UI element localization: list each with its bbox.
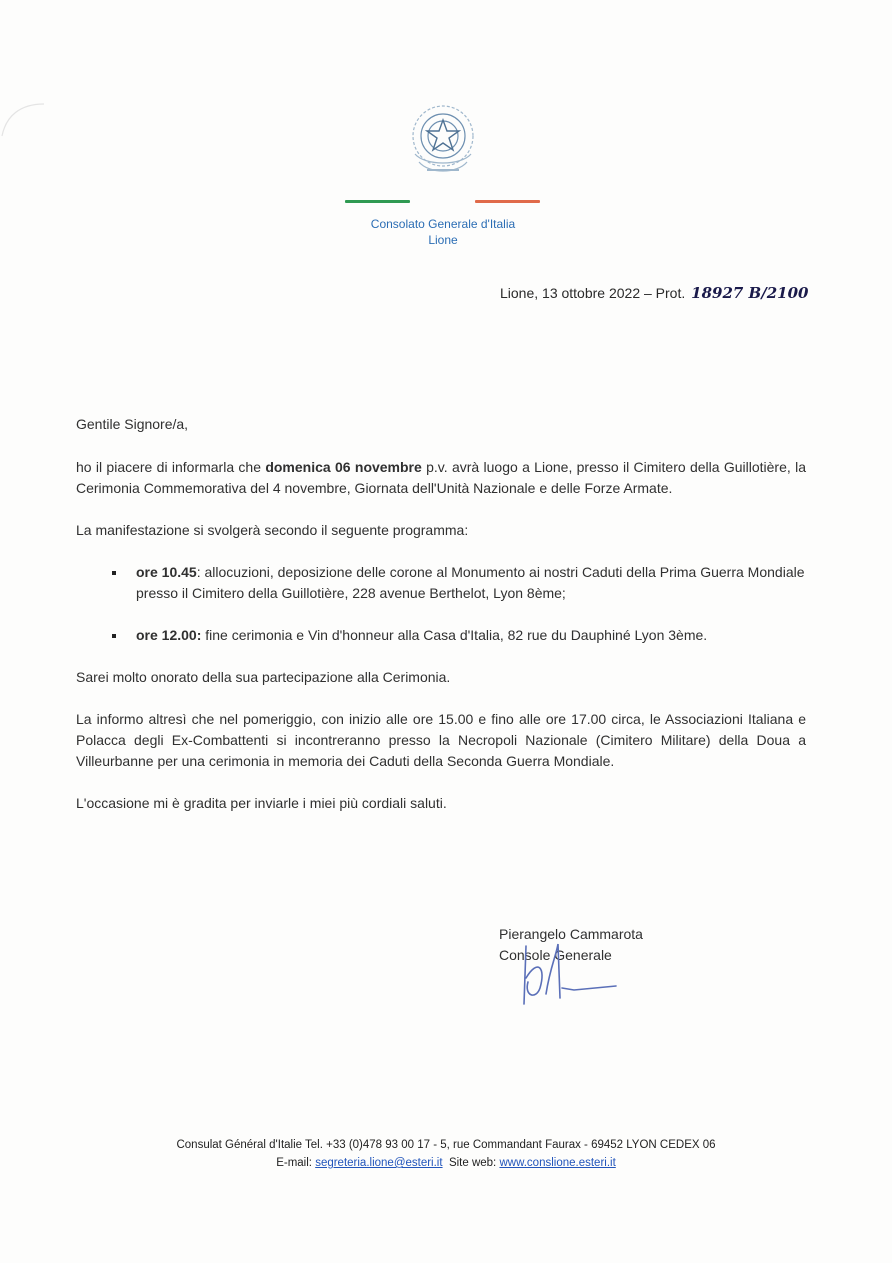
paragraph-afternoon-ceremony: La informo altresì che nel pomeriggio, con inizio alle ore 15.00 e fino alle ore 17.00 circa, le Associazioni Italiana e Polacca degli Ex-Combattenti si incontreranno presso la Necropoli Nazionale (Cimitero Militare) della Doua a Villeurbanne per una cerimonia in memoria dei Caduti della Seconda Guerra Mondiale.	[76, 711, 806, 769]
scan-edge-mark	[0, 98, 46, 138]
program-time: ore 10.45	[136, 564, 197, 580]
paragraph-invitation	[76, 457, 806, 499]
signer-title: Console Generale	[499, 947, 612, 963]
invitation-text-end: p.v. avrà luogo a Lione, presso il Cimitero della Guillotière, la Cerimonia Commemorativa del 4 novembre, Giornata dell'Unità Nazionale e delle Forze Armate.	[76, 459, 806, 496]
date-and-protocol	[500, 284, 808, 302]
footer-address: Consulat Général d'Italie Tel. +33 (0)478 93 00 17 - 5, rue Commandant Faurax - 69452 LYON CEDEX 06	[176, 1139, 716, 1151]
letter-body	[76, 414, 806, 835]
website-link[interactable]: www.conslione.esteri.it	[499, 1157, 616, 1169]
date-text: Lione, 13 ottobre 2022 – Prot.	[500, 285, 686, 301]
issuer-line-2: Lione	[428, 233, 458, 247]
program-time: ore 12.00:	[136, 627, 202, 643]
italian-republic-emblem-icon	[405, 100, 481, 186]
paragraph-closing: L'occasione mi è gradita per inviarle i miei più cordiali saluti.	[76, 795, 447, 811]
issuer-line-1: Consolato Generale d'Italia	[370, 217, 516, 231]
greeting: Gentile Signore/a,	[76, 416, 189, 432]
paragraph-program-intro: La manifestazione si svolgerà secondo il seguente programma:	[76, 522, 469, 538]
invitation-text-start: ho il piacere di informarla che	[76, 459, 266, 475]
program-description: : allocuzioni, deposizione delle corone al Monumento ai nostri Caduti della Prima Guerra Mondiale presso il Cimitero della Guillotière, 228 avenue Berthelot, Lyon 8ème;	[136, 564, 805, 601]
signer-name: Pierangelo Cammarota	[499, 926, 643, 942]
email-label: E-mail:	[276, 1157, 316, 1169]
program-list	[76, 562, 806, 646]
website-label: Site web:	[442, 1157, 500, 1169]
invitation-date-bold: domenica 06 novembre	[265, 459, 422, 475]
program-description: fine cerimonia e Vin d'honneur alla Casa d'Italia, 82 rue du Dauphiné Lyon 3ème.	[201, 627, 708, 643]
issuer-name	[300, 216, 586, 248]
email-link[interactable]: segreteria.lione@esteri.it	[315, 1157, 443, 1169]
program-item	[76, 625, 806, 646]
italian-flag-red-bar	[475, 200, 540, 203]
footer	[100, 1136, 792, 1172]
protocol-number-handwritten: 18927 B/2100	[691, 284, 809, 302]
program-item	[76, 562, 806, 604]
paragraph-participation: Sarei molto onorato della sua partecipazione alla Cerimonia.	[76, 669, 451, 685]
handwritten-signature	[516, 938, 620, 1010]
footer-contacts	[100, 1154, 792, 1172]
italian-flag-green-bar	[345, 200, 410, 203]
